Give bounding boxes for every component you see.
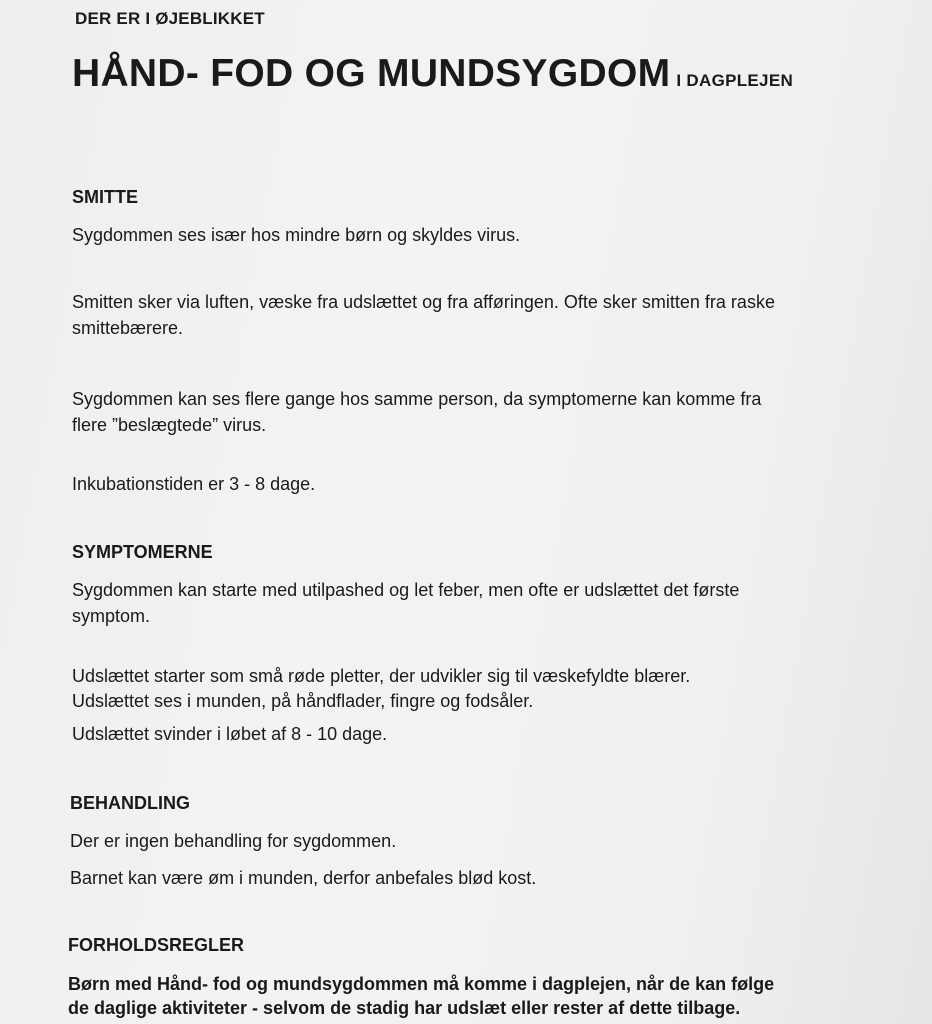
symptomerne-paragraph-3: Udslættet svinder i løbet af 8 - 10 dage. (72, 724, 388, 744)
kicker-text: DER ER I ØJEBLIKKET (75, 9, 265, 28)
smitte-paragraph-4: Inkubationstiden er 3 - 8 dage. (72, 474, 316, 494)
heading-symptomerne: SYMPTOMERNE (72, 542, 213, 562)
symptomerne-paragraph-1-line-1: Sygdommen kan starte med utilpashed og let feber, men ofte er udslættet det første (72, 580, 740, 600)
page-title (72, 52, 793, 96)
title-suffix: I DAGPLEJEN (676, 71, 794, 90)
smitte-paragraph-3-line-1: Sygdommen kan ses flere gange hos samme person, da symptomerne kan komme fra (72, 389, 762, 409)
behandling-paragraph-2: Barnet kan være øm i munden, derfor anbefales blød kost. (70, 868, 537, 888)
smitte-paragraph-1: Sygdommen ses især hos mindre børn og skyldes virus. (72, 225, 521, 245)
smitte-paragraph-3-line-2: flere ”beslægtede” virus. (72, 415, 267, 435)
heading-behandling: BEHANDLING (70, 793, 190, 813)
forholdsregler-paragraph-1-line-1: Børn med Hånd- fod og mundsygdommen må komme i dagplejen, når de kan følge (68, 974, 775, 994)
symptomerne-paragraph-1-line-2: symptom. (72, 606, 151, 626)
forholdsregler-paragraph-1-line-2: de daglige aktiviteter - selvom de stadig har udslæt eller rester af dette tilbage. (68, 998, 741, 1018)
heading-forholdsregler: FORHOLDSREGLER (68, 935, 245, 955)
title-main: HÅND- FOD OG MUNDSYGDOM (72, 52, 671, 95)
symptomerne-paragraph-2-line-1: Udslættet starter som små røde pletter, der udvikler sig til væskefyldte blærer. (72, 666, 691, 686)
heading-smitte: SMITTE (72, 187, 138, 207)
symptomerne-paragraph-2-line-2: Udslættet ses i munden, på håndflader, fingre og fodsåler. (72, 691, 534, 711)
behandling-paragraph-1: Der er ingen behandling for sygdommen. (70, 831, 397, 851)
smitte-paragraph-2-line-1: Smitten sker via luften, væske fra udslættet og fra afføringen. Ofte sker smitten fra raske (72, 292, 775, 312)
smitte-paragraph-2-line-2: smittebærere. (72, 318, 184, 338)
